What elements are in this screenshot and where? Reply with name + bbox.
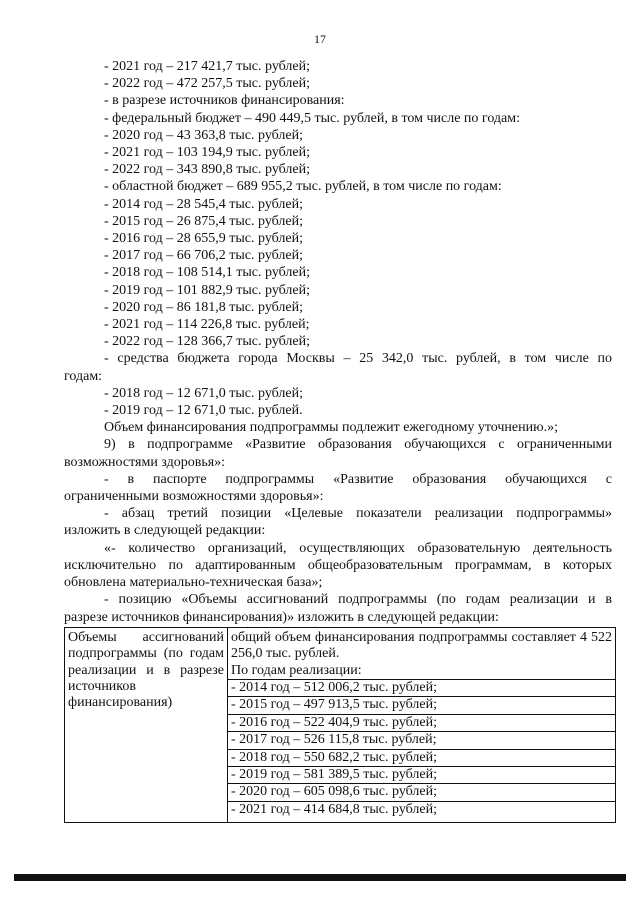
text-line: - 2020 год – 86 181,8 тыс. рублей; [104, 299, 304, 315]
text-line: - 2022 год – 128 366,7 тыс. рублей; [104, 334, 311, 350]
text-line: ограниченными возможностями здоровья»: [64, 489, 324, 505]
text-line: - в паспорте подпрограммы «Развитие образования обучающихся с [104, 471, 612, 487]
text-line: - 2021 год – 103 194,9 тыс. рублей; [104, 145, 311, 161]
text-line: - 2021 год – 217 421,7 тыс. рублей; [104, 59, 311, 74]
table-year-line: - 2016 год – 522 404,9 тыс. рублей; [228, 715, 615, 732]
table-year-lines [231, 663, 612, 819]
text-line: - 2022 год – 472 257,5 тыс. рублей; [104, 76, 311, 92]
text-line: - 2022 год – 343 890,8 тыс. рублей; [104, 162, 311, 178]
document-body [64, 58, 612, 823]
text-line: возможностями здоровья»: [64, 454, 226, 470]
text-line: - средства бюджета города Москвы – 25 342,0 тыс. рублей, в том числе по [104, 351, 612, 367]
page-bottom-bar [14, 874, 626, 881]
text-line: - 2017 год – 66 706,2 тыс. рублей; [104, 248, 304, 264]
text-line: «- количество организаций, осуществляющих образовательную деятельность [104, 540, 612, 556]
text-line: - 2021 год – 114 226,8 тыс. рублей; [104, 317, 310, 333]
text-line: - 2020 год – 43 363,8 тыс. рублей; [104, 127, 304, 143]
table-year-line: - 2020 год – 605 098,6 тыс. рублей; [228, 784, 615, 801]
table-year-line: - 2021 год – 414 684,8 тыс. рублей; [231, 801, 438, 817]
text-line: - 2019 год – 12 671,0 тыс. рублей. [104, 403, 303, 419]
table-year-line: - 2017 год – 526 115,8 тыс. рублей; [228, 732, 615, 749]
text-line: - позицию «Объемы ассигнований подпрограммы (по годам реализации и в [104, 592, 612, 608]
table-year-line: - 2015 год – 497 913,5 тыс. рублей; [228, 697, 615, 714]
text-line: - абзац третий позиции «Целевые показатели реализации подпрограммы» [104, 506, 612, 522]
table-year-line: - 2018 год – 550 682,2 тыс. рублей; [228, 750, 615, 767]
text-line: - 2018 год – 12 671,0 тыс. рублей; [104, 385, 304, 401]
table-cell-label: Объемы ассигнований подпрограммы (по годам реализации и в разрезе источников финансирования) [65, 627, 228, 822]
table-year-line: - 2019 год – 581 389,5 тыс. рублей; [228, 767, 615, 784]
text-line: изложить в следующей редакции: [64, 523, 266, 539]
table-cell-values [228, 627, 616, 822]
text-line: годам: [64, 368, 103, 384]
table-year-line: - 2014 год – 512 006,2 тыс. рублей; [228, 680, 615, 697]
text-line: - 2019 год – 101 882,9 тыс. рублей; [104, 282, 311, 298]
table-year-line: По годам реализации: [228, 663, 615, 680]
table-row [65, 627, 616, 822]
table-total-text: общий объем финансирования подпрограммы составляет 4 522 256,0 тыс. рублей. [231, 629, 612, 662]
text-line: - федеральный бюджет – 490 449,5 тыс. рублей, в том числе по годам: [104, 110, 521, 126]
text-line: - 2016 год – 28 655,9 тыс. рублей; [104, 231, 304, 247]
text-line: - 2018 год – 108 514,1 тыс. рублей; [104, 265, 311, 281]
text-line: - 2014 год – 28 545,4 тыс. рублей; [104, 196, 304, 212]
text-line: - в разрезе источников финансирования: [104, 93, 345, 109]
financing-table [64, 627, 616, 823]
page-number: 17 [314, 32, 326, 46]
text-lines [64, 58, 612, 626]
text-line: - 2015 год – 26 875,4 тыс. рублей; [104, 213, 304, 229]
text-line: исключительно по адаптированным общеобразовательным программам, в которых [64, 557, 612, 573]
text-line: 9) в подпрограмме «Развитие образования обучающихся с ограниченными [104, 437, 612, 453]
text-line: - областной бюджет – 689 955,2 тыс. рублей, в том числе по годам: [104, 179, 502, 195]
text-line: обновлена материально-техническая база»; [64, 575, 323, 591]
text-line: Объем финансирования подпрограммы подлежит ежегодному уточнению.»; [104, 420, 558, 436]
text-line: разрезе источников финансирования)» изложить в следующей редакции: [64, 609, 499, 625]
